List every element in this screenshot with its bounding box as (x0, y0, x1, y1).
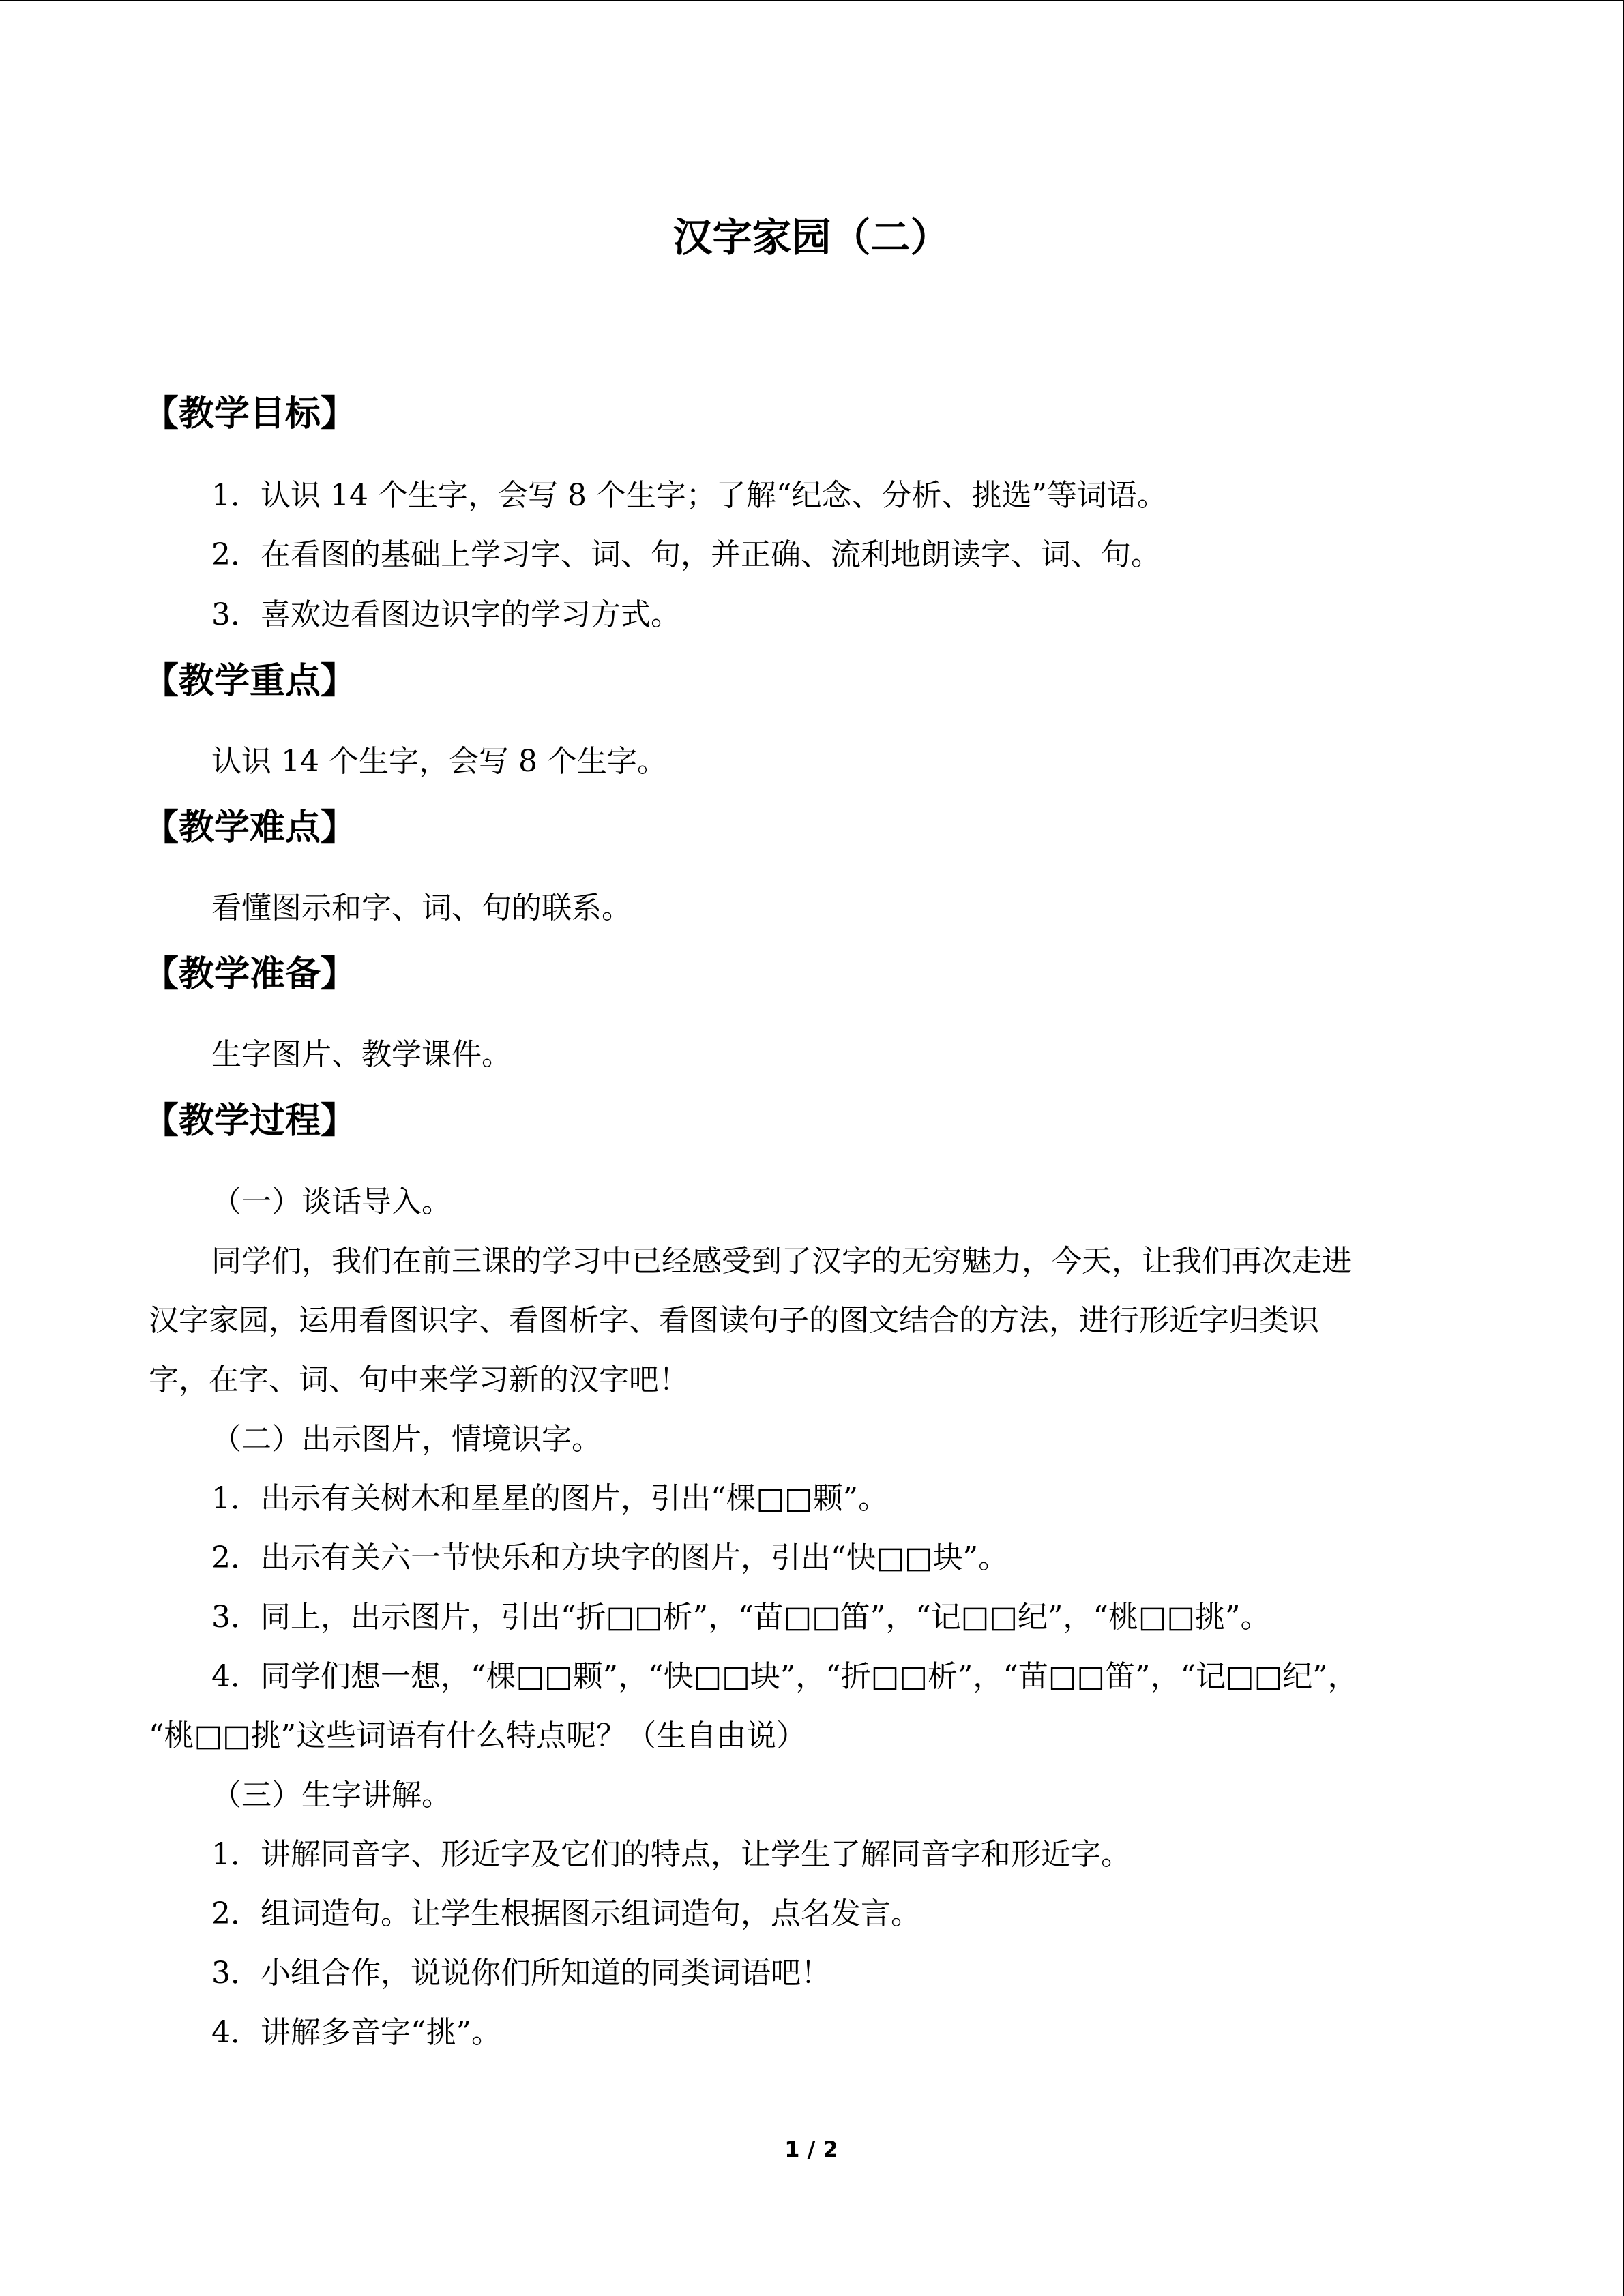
process-part3-item-2: 2．组词造句。让学生根据图示组词造句，点名发言。 (211, 1896, 921, 1931)
process-part3-item-4: 4．讲解多音字“挑”。 (211, 2015, 501, 2050)
process-part3-item-1: 1．讲解同音字、形近字及它们的特点，让学生了解同音字和形近字。 (211, 1837, 1131, 1872)
process-part2-title: （二）出示图片，情境识字。 (211, 1422, 602, 1457)
difficulties-text: 看懂图示和字、词、句的联系。 (211, 891, 632, 925)
page-number: 1 / 2 (784, 2136, 838, 2162)
preparation-text: 生字图片、教学课件。 (211, 1037, 512, 1072)
process-part1-line-2: 汉字家园，运用看图识字、看图析字、看图读句子的图文结合的方法，进行形近字归类识 (149, 1303, 1319, 1338)
process-part2-item-2: 2．出示有关六一节快乐和方块字的图片，引出“快□□块”。 (211, 1540, 1009, 1575)
process-part3-title: （三）生字讲解。 (211, 1778, 452, 1813)
process-part1-title: （一）谈话导入。 (211, 1184, 452, 1219)
heading-difficulties: 【教学难点】 (143, 807, 357, 848)
goal-item-1: 1．认识 14 个生字，会写 8 个生字；了解“纪念、分析、挑选”等词语。 (211, 478, 1167, 513)
process-part2-item-3: 3．同上，出示图片，引出“折□□析”，“苗□□笛”，“记□□纪”，“桃□□挑”。 (211, 1600, 1271, 1635)
process-part2-item-1: 1．出示有关树木和星星的图片，引出“棵□□颗”。 (211, 1481, 889, 1516)
key-points-text: 认识 14 个生字，会写 8 个生字。 (211, 744, 667, 779)
process-part2-item-4-cont: “桃□□挑”这些词语有什么特点呢？（生自由说） (149, 1718, 807, 1753)
process-part1-line-3: 字，在字、词、句中来学习新的汉字吧！ (149, 1362, 689, 1397)
heading-preparation: 【教学准备】 (143, 953, 357, 995)
heading-key-points: 【教学重点】 (143, 660, 357, 702)
goal-item-2: 2．在看图的基础上学习字、词、句，并正确、流利地朗读字、词、句。 (211, 537, 1161, 572)
process-part2-item-4: 4．同学们想一想，“棵□□颗”，“快□□块”，“折□□析”，“苗□□笛”，“记□□纪”， (211, 1659, 1358, 1694)
process-part3-item-3: 3．小组合作，说说你们所知道的同类词语吧！ (211, 1956, 831, 1991)
heading-goals: 【教学目标】 (143, 393, 357, 434)
process-part1-line-1: 同学们，我们在前三课的学习中已经感受到了汉字的无穷魅力，今天，让我们再次走进 (211, 1244, 1352, 1279)
heading-process: 【教学过程】 (143, 1100, 357, 1142)
goal-item-3: 3．喜欢边看图边识字的学习方式。 (211, 597, 681, 632)
document-title: 汉字家园（二） (673, 214, 950, 260)
